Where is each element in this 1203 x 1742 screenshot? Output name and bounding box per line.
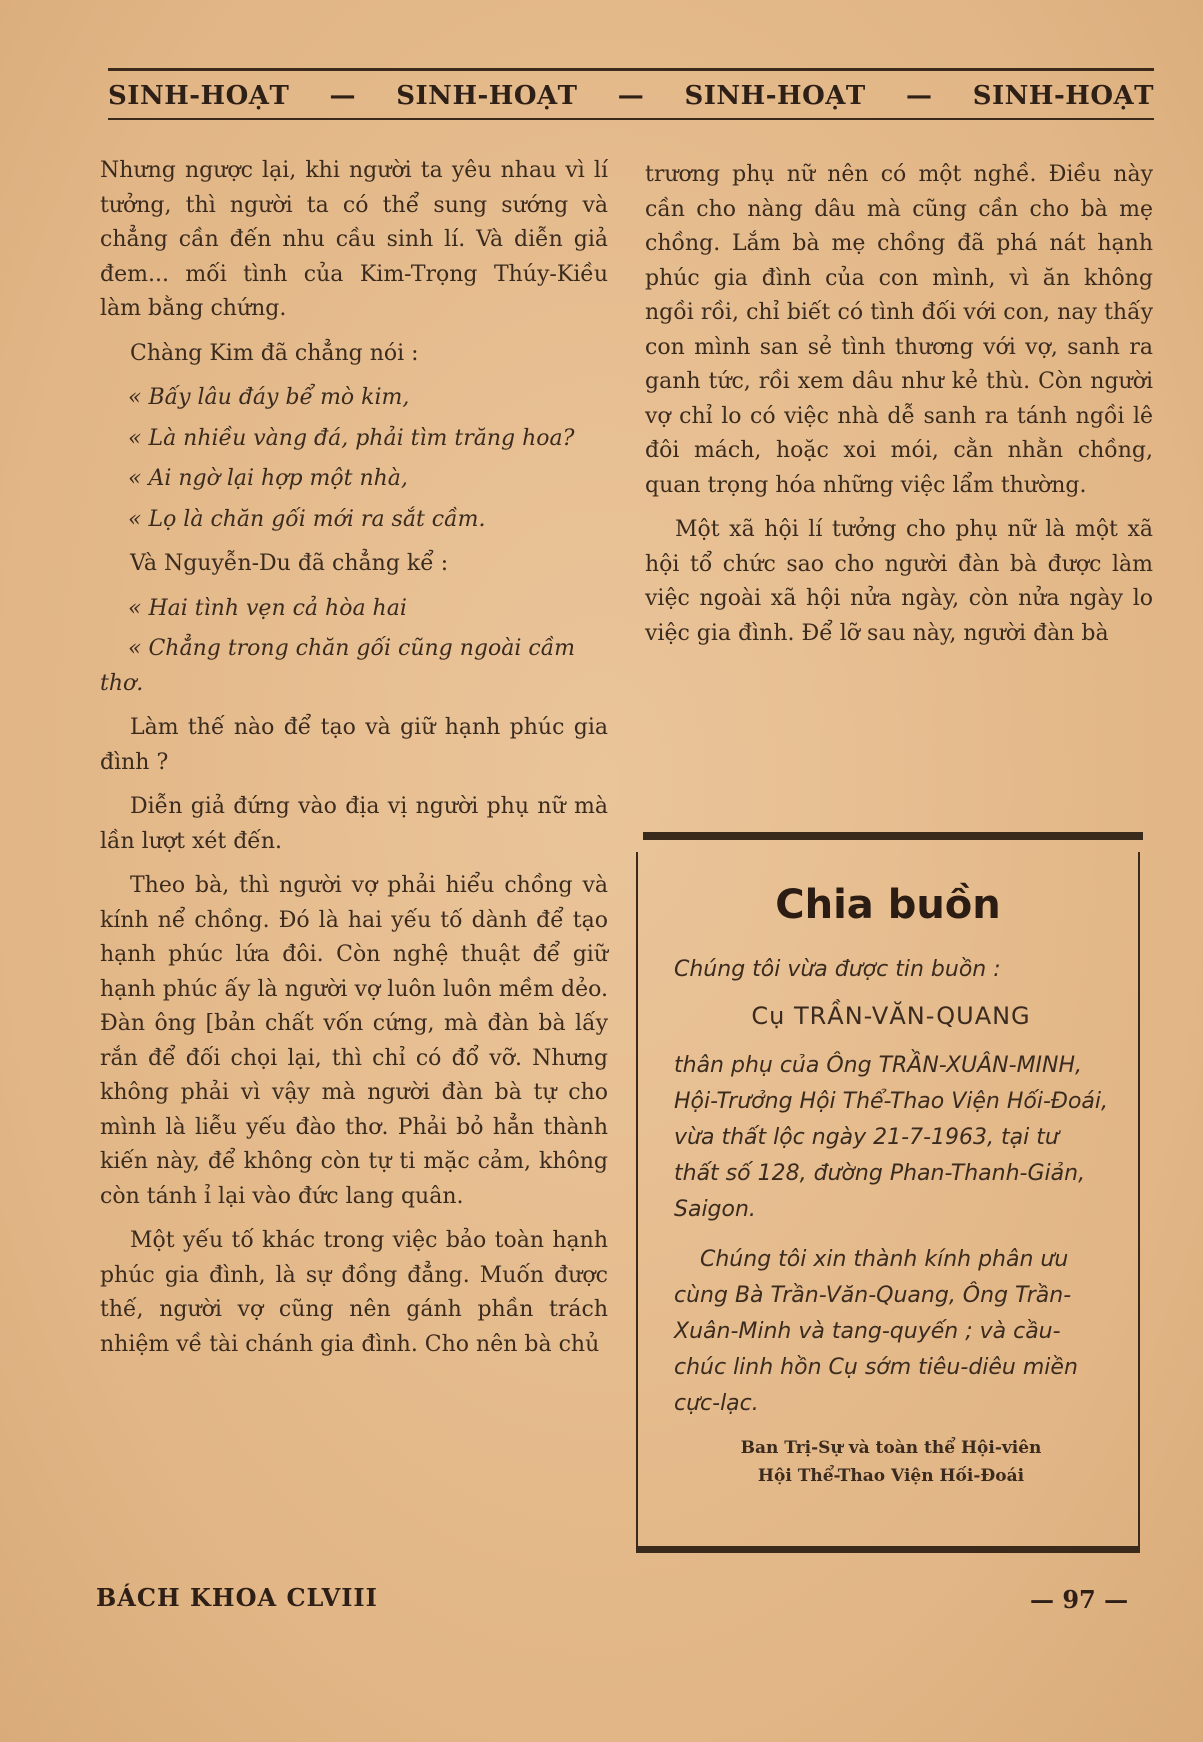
verse-line: « Chẳng trong chăn gối cũng ngoài cầm <box>128 636 576 661</box>
signature-line: Hội Thể-Thao Viện Hối-Đoái <box>757 1466 1025 1486</box>
header-top-rule <box>108 68 1154 71</box>
paragraph: Theo bà, thì người vợ phải hiểu chồng và kính nể chồng. Đó là hai yếu tố dành để tạo hạnh phúc lứa đôi. Còn nghệ thuật để giữ hạnh phúc ấy là người vợ luôn luôn mềm dẻo. Đàn ông [bản chất vốn cứng, mà đàn bà lấy rắn để đối chọi lại, thì chỉ có đổ vỡ. Nhưng không phải vì vậy mà người đàn bà tự cho mình là liễu yếu đào thơ. Phải bỏ hẳn thành kiến này, để không còn tự ti mặc cảm, không còn tánh ỉ lại vào đức lang quân. <box>100 873 608 1209</box>
verse-line: « Ai ngờ lại hợp một nhà, <box>128 466 408 491</box>
page-number: — 97 — <box>1030 1585 1129 1614</box>
notice-intro: Chúng tôi vừa được tin buồn : <box>674 957 1001 982</box>
notice-bottom-rule <box>636 1546 1140 1553</box>
header-dash: — <box>617 81 645 111</box>
header-item: SINH-HOẠT <box>396 81 578 111</box>
paragraph: Làm thế nào để tạo và giữ hạnh phúc gia đình ? <box>100 715 608 775</box>
paragraph: Nhưng ngược lại, khi người ta yêu nhau vì lí tưởng, thì người ta có thể sung sướng và chẳng cần đến nhu cầu sinh lí. Và diễn giả đem... mối tình của Kim-Trọng Thúy-Kiều làm bằng chứng. <box>100 158 608 321</box>
header-bottom-rule <box>108 118 1154 120</box>
header-item: SINH-HOẠT <box>684 81 866 111</box>
verse-line: « Là nhiều vàng đá, phải tìm trăng hoa? <box>128 425 575 451</box>
running-header <box>108 78 1154 114</box>
paragraph: Chàng Kim đã chẳng nói : <box>130 340 419 366</box>
paragraph: Một yếu tố khác trong việc bảo toàn hạnh phúc gia đình, là sự đồng đẳng. Muốn được thế, người vợ cũng nên gánh phần trách nhiệm về tài chánh gia đình. Cho nên bà chủ <box>100 1228 608 1357</box>
paragraph: Và Nguyễn-Du đã chẳng kể : <box>130 551 449 576</box>
verse-line: « Lọ là chăn gối mới ra sắt cầm. <box>128 506 486 532</box>
condolence-notice <box>636 852 1140 1546</box>
paragraph: Một xã hội lí tưởng cho phụ nữ là một xã hội tổ chức sao cho người đàn bà được làm việc ngoài xã hội nửa ngày, còn nửa ngày lo việc gia đình. Để lỡ sau này, người đàn bà <box>645 517 1153 646</box>
paragraph: trương phụ nữ nên có một nghề. Điều này cần cho nàng dâu mà cũng cần cho bà mẹ chồng. Lắm bà mẹ chồng đã phá nát hạnh phúc gia đình của con mình, vì ăn không ngồi rồi, chỉ biết có tình đối với con, nay thấy con mình san sẻ tình thương với vợ, sanh ra ganh tức, rồi xem dâu như kẻ thù. Còn người vợ chỉ lo có việc nhà dễ sanh ra tánh ngồi lê đôi mách, hoặc xoi mói, cằn nhằn chồng, quan trọng hóa những việc lẩm thường. <box>645 162 1153 498</box>
notice-top-rule <box>643 832 1143 840</box>
notice-condolence: Chúng tôi xin thành kính phân ưu cùng Bà Trần-Văn-Quang, Ông Trần-Xuân-Minh và tang-quyến ; và cầu-chúc linh hồn Cụ sớm tiêu-diêu miền cực-lạc. <box>674 1247 1078 1416</box>
right-column <box>645 158 1153 651</box>
verse-line: « Hai tình vẹn cả hòa hai <box>128 595 407 621</box>
footer-publication: BÁCH KHOA CLVIII <box>96 1583 378 1612</box>
header-dash: — <box>905 81 933 111</box>
left-column <box>100 154 608 1362</box>
verse-line: « Bấy lâu đáy bể mò kim, <box>128 385 410 410</box>
header-item: SINH-HOẠT <box>972 81 1154 111</box>
verse-line-end: thơ. <box>100 670 144 696</box>
header-item: SINH-HOẠT <box>108 81 290 111</box>
header-dash: — <box>329 81 357 111</box>
deceased-name: Cụ TRẦN-VĂN-QUANG <box>751 1002 1031 1030</box>
notice-body <box>674 952 1108 1490</box>
paragraph: Diễn giả đứng vào địa vị người phụ nữ mà lần lượt xét đến. <box>100 794 608 854</box>
signature-line: Ban Trị-Sự và toàn thể Hội-viên <box>740 1438 1042 1458</box>
notice-details: thân phụ của Ông TRẦN-XUÂN-MINH, Hội-Trưởng Hội Thể-Thao Viện Hối-Đoái, vừa thất lộc ngày 21-7-1963, tại tư thất số 128, đường Phan-Thanh-Giản, Saigon. <box>674 1053 1108 1222</box>
notice-title: Chia buồn <box>775 882 1001 928</box>
